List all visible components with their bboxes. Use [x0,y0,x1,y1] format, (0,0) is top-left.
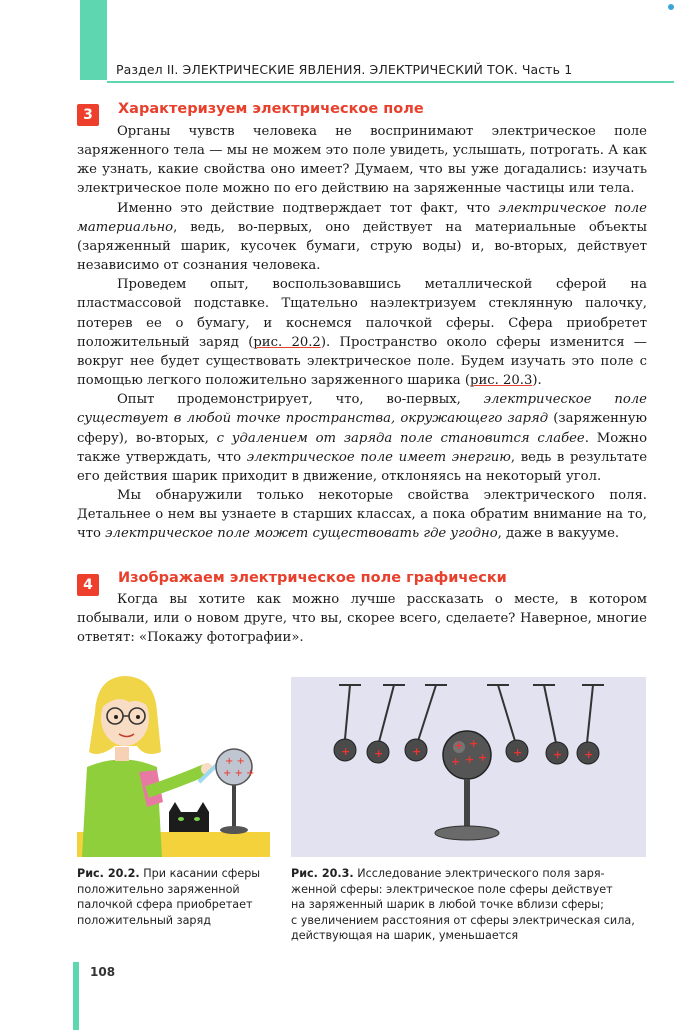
svg-text:+: + [465,753,475,766]
svg-text:+: + [553,748,563,761]
figure-reference-link[interactable]: рис. 20.2 [253,334,321,350]
page-accent-bar-bottom [73,962,79,1030]
section-title: Изображаем электрическое поле графически [118,570,507,586]
section-number-badge: 4 [77,574,99,596]
figure-reference-link[interactable]: рис. 20.3 [470,373,533,389]
section-number-badge: 3 [77,104,99,126]
figure-20-3-caption: Рис. 20.3. Исследование электрического поля заря- женной сферы: электрическое поле сферы действует на заряженный шарик в любой точке вблизи сферы; с увеличением расстояния от сферы электрическая сила, действующая на шарик, уменьшается [291,867,635,943]
svg-text:+ +: + + [225,756,245,767]
paragraph: Когда вы хотите как можно лучше рассказать о месте, в котором побывали, или о новом друге, что вы, скорее всего, сделаете? Наверное, многие ответят: «Покажу фотографии». [77,592,647,646]
figure-20-3-illustration [291,677,646,857]
svg-text:+: + [478,751,488,764]
header-rule [107,81,674,83]
figure-20-2-illustration [77,672,270,857]
publisher-logo [668,3,675,10]
svg-text:+: + [341,745,351,758]
svg-text:+: + [513,746,523,759]
paragraph: Именно это действие подтверждает тот факт, что электрическое поле материально, ведь, во-первых, оно действует на материальные объекты (заряженный шарик, кусочек бумаги, струю воды) и, во-вторых, действует независимо от сознания человека. [77,200,647,274]
section-3-body [77,122,647,543]
svg-text:+: + [412,745,422,758]
svg-text:+: + [454,739,464,752]
svg-text:+: + [374,747,384,760]
svg-text:+: + [451,755,461,768]
figure-20-2-caption: Рис. 20.2. При касании сферы положительно заряженной палочкой сфера приобретает положительный заряд [77,867,261,927]
page-accent-bar [80,0,107,80]
running-title: Раздел II. ЭЛЕКТРИЧЕСКИЕ ЯВЛЕНИЯ. ЭЛЕКТРИЧЕСКИЙ ТОК. Часть 1 [116,62,573,77]
paragraph: Опыт продемонстрирует, что, во-первых, электрическое поле существует в любой точке пространства, окружающего заряд (заряженную сферу), во-вторых, с удалением от заряда поле становится слабее. Можно также утверждать, что электрическое поле имеет энергию, ведь в результате его действия шарик приходит в движение, отклоняясь на некоторый угол. [77,392,648,484]
page-number: 108 [90,965,116,979]
svg-text:+: + [584,748,594,761]
svg-text:+: + [469,737,479,750]
paragraph: Проведем опыт, воспользовавшись металлической сферой на пластмассовой подставке. Тщательно наэлектризуем стеклянную палочку, потерев ее о бумагу, и коснемся палочкой сферы. Сфера приобретет положительный заряд (рис. 20.2). Пространство около сферы изменится — вокруг нее будет существовать электрическое поле. Будем изучать это поле с помощью легкого положительно заряженного шарика (рис. 20.3). [77,277,647,389]
paragraph: Мы обнаружили только некоторые свойства электрического поля. Детальнее о нем вы узнаете в старших классах, а пока обратим внимание на то, что электрическое поле может существовать где угодно, даже в вакууме. [77,487,647,542]
section-title: Характеризуем электрическое поле [118,101,424,117]
section-4-body [77,590,647,647]
paragraph: Органы чувств человека не воспринимают электрическое поле заряженного тела — мы не можем это поле увидеть, услышать, потрогать. А как же узнать, какие свойства оно имеет? Думаем, что вы уже догадались: изучать электрическое поле можно по его действию на заряженные частицы или тела. [77,124,647,197]
svg-text:+ + +: + + + [223,768,255,779]
